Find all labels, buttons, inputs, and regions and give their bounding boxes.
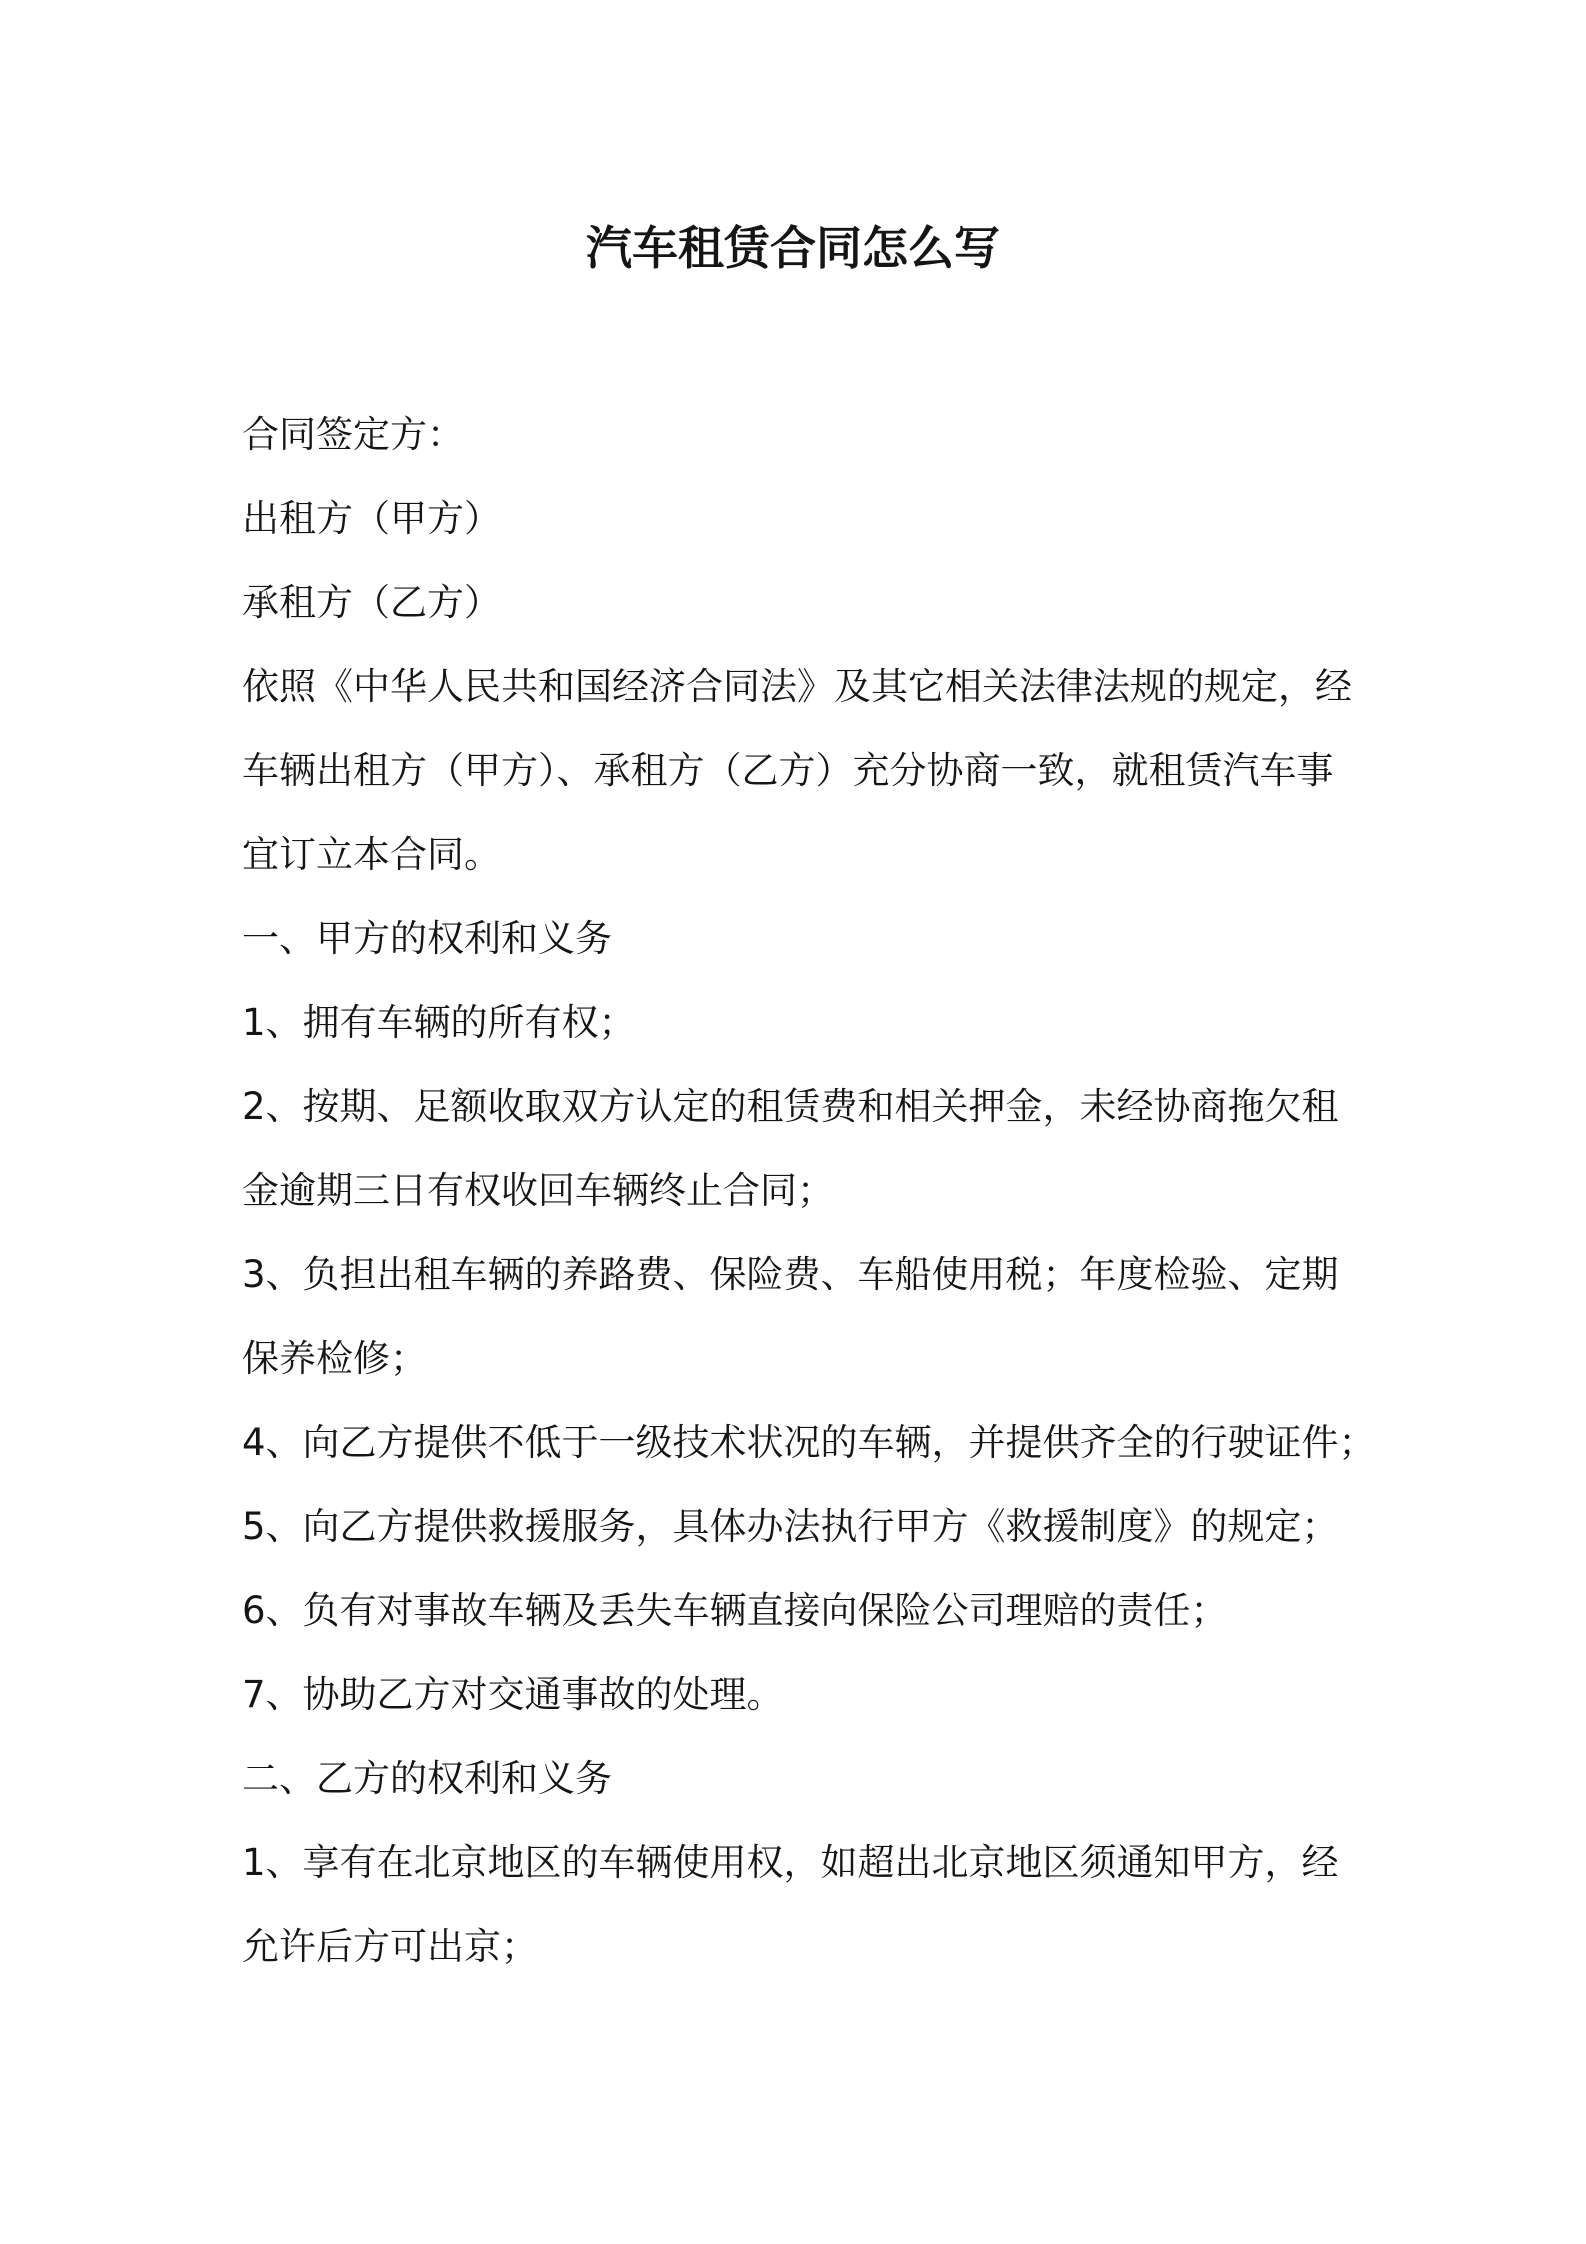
clause-item — [242, 1821, 1442, 1989]
parties-label: 合同签定方： — [242, 413, 464, 456]
clause-item — [242, 1065, 1442, 1233]
clause-item — [242, 981, 1442, 1065]
clause-line: 2、按期、足额收取双方认定的租赁费和相关押金，未经协商拖欠租 — [242, 1085, 1339, 1128]
clause-item — [242, 1401, 1442, 1485]
clause-line: 4、向乙方提供不低于一级技术状况的车辆，并提供齐全的行驶证件； — [242, 1421, 1376, 1464]
clause-line: 1、享有在北京地区的车辆使用权，如超出北京地区须通知甲方，经 — [242, 1841, 1339, 1884]
clause-line: 允许后方可出京； — [242, 1925, 538, 1968]
clause-item — [242, 1485, 1442, 1569]
clause-line: 金逾期三日有权收回车辆终止合同； — [242, 1169, 834, 1212]
preamble-paragraph — [242, 645, 1442, 897]
lessor-line: 出租方（甲方） — [242, 497, 501, 540]
clause-line: 1、拥有车辆的所有权； — [242, 1001, 636, 1044]
clause-line: 6、负有对事故车辆及丢失车辆直接向保险公司理赔的责任； — [242, 1589, 1228, 1632]
clause-line: 5、向乙方提供救援服务，具体办法执行甲方《救援制度》的规定； — [242, 1505, 1339, 1548]
section-heading: 一、甲方的权利和义务 — [242, 917, 612, 960]
document-title: 汽车租赁合同怎么写 — [586, 221, 1000, 275]
clause-item — [242, 1233, 1442, 1401]
clause-line: 3、负担出租车辆的养路费、保险费、车船使用税；年度检验、定期 — [242, 1253, 1339, 1296]
clause-item — [242, 1653, 1442, 1737]
preamble-line: 宜订立本合同。 — [242, 833, 501, 876]
document-body — [242, 393, 1442, 1989]
preamble-line: 依照《中华人民共和国经济合同法》及其它相关法律法规的规定，经 — [242, 665, 1352, 708]
lessee-line: 承租方（乙方） — [242, 581, 501, 624]
section-lessor-rights — [242, 897, 1442, 1737]
clause-line: 保养检修； — [242, 1337, 427, 1380]
section-lessee-rights — [242, 1737, 1442, 1989]
clause-line: 7、协助乙方对交通事故的处理。 — [242, 1673, 784, 1716]
preamble-line: 车辆出租方（甲方）、承租方（乙方）充分协商一致，就租赁汽车事 — [242, 749, 1334, 792]
clause-item — [242, 1569, 1442, 1653]
section-heading: 二、乙方的权利和义务 — [242, 1757, 612, 1800]
